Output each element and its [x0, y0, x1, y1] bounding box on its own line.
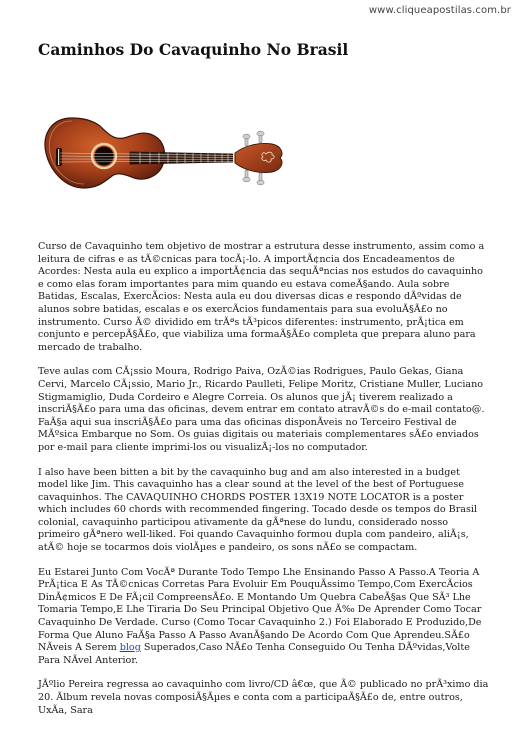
site-url: www.cliqueapostilas.com.br [368, 5, 511, 16]
paragraph-5: JÃºlio Pereira regressa ao cavaquinho com livro/CD â€œ, que Ã© publicado no prÃ³ximo dia 20. Ãlbum revela novas composiÃ§Ãµes e conta com a participaÃ§Ã£o de, entre outros, UxÃa, Sara [38, 679, 489, 716]
paragraph-1: Curso de Cavaquinho tem objetivo de mostrar a estrutura desse instrumento, assim como a leitura de cifras e as tÃ©cnicas para tocÃ¡-lo. A importÃ¢ncia dos Encadeamentos de Acordes: Nesta aula eu explico a importÃ¢ncia das sequÃªncias nos estudos do cavaquinho e como elas foram importantes para mim quando eu estava comeÃ§ando. Aula sobre Batidas, Escalas, ExercÃcios: Nesta aula eu dou diversas dicas e respondo dÃºvidas de alunos sobre batidas, escalas e os exercÃcios fundamentais para sua evoluÃ§Ã£o no instrumento. Curso Ã© dividido em trÃªs tÃ³picos diferentes: instrumento, prÃ¡tica em conjunto e percepÃ§Ã£o, que viabiliza uma formaÃ§Ã£o completa que prepara aluno para mercado de trabalho. [38, 241, 485, 353]
paragraph-4-text-after: Superados,Caso NÃ£o Tenha Conseguido Ou Tenha DÃºvidas,Volte Para NÃvel Anterior. [38, 642, 470, 666]
paragraph-4 [38, 567, 490, 668]
cavaquinho-image [38, 108, 288, 198]
blog-link[interactable]: blog [119, 642, 141, 654]
paragraph-3: I also have been bitten a bit by the cavaquinho bug and am also interested in a budget model like Jim. This cavaquinho has a clear sound at the level of the best of Portuguese cavaquinhos. The CAVAQUINHO CHORDS POSTER 13X19 NOTE LOCATOR is a poster which includes 60 chords with recommended fingering. Tocado desde os tempos do Brasil colonial, cavaquinho participou ativamente da gÃªnese do lundu, considerado nosso primeiro gÃªnero well-liked. Foi quando Cavaquinho formou dupla com pandeiro, aliÃ¡s, atÃ© hoje se tocarmos dois violÃµes e pandeiro, os sons nÃ£o se compactam. [38, 466, 478, 554]
page-title: Caminhos Do Cavaquinho No Brasil [38, 40, 349, 59]
paragraph-2: Teve aulas com CÃ¡ssio Moura, Rodrigo Paiva, OzÃ©ias Rodrigues, Paulo Gekas, Giana Cervi, Marcelo CÃ¡ssio, Mario Jr., Ricardo Paulleti, Felipe Moritz, Cristiane Muller, Luciano Stigmamiglio, Duda Cordeiro e Alegre Correia. Os alunos que jÃ¡ tiverem realizado a inscriÃ§Ã£o para uma das oficinas, devem entrar em contato atravÃ©s do e-mail contato@. FaÃ§a aqui sua inscriÃ§Ã£o para uma das oficinas disponÃveis no Terceiro Festival de MÃºsica Embarque no Som. Os guias digitais ou materiais complementares sÃ£o enviados por e-mail para cliente imprimi-los ou visualizÃ¡-los no computador. [38, 366, 485, 453]
article-body [38, 241, 490, 729]
paragraph-4-text-before: Eu Estarei Junto Com VocÃª Durante Todo Tempo Lhe Ensinando Passo A Passo.A Teoria A PrÃ¡tica E As TÃ©cnicas Corretas Para Evoluir Em PouquÃssimo Tempo,Com ExercÃcios DinÃ¢micos E De FÃ¡cil CompreensÃ£o. E Montando Um Quebra CabeÃ§as Que SÃ³ Lhe Tomaria Tempo,E Lhe Tiraria Do Seu Principal Objetivo Que Ã‰ De Aprender Como Tocar Cavaquinho De Verdade. Curso (Como Tocar Cavaquinho 2.) Foi Elaborado E Produzido,De Forma Que Aluno FaÃ§a Passo A Passo AvanÃ§ando De Acordo Com Que Aprendeu.SÃ£o NÃveis A Serem [38, 566, 482, 654]
